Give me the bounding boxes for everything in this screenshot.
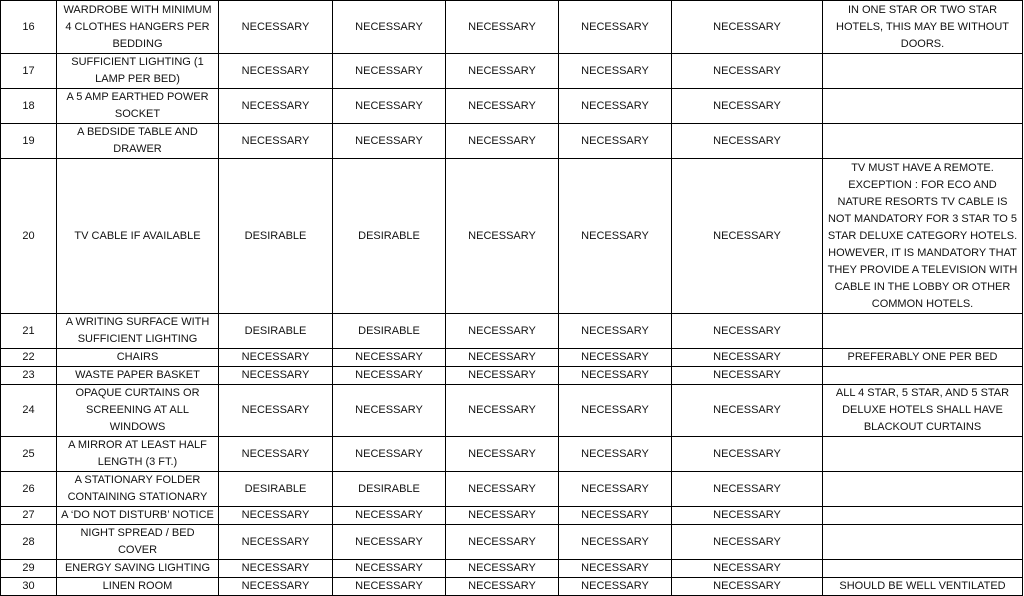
remarks-cell xyxy=(823,472,1023,507)
requirement-cell: NECESSARY xyxy=(446,314,559,349)
requirement-cell: NECESSARY xyxy=(446,507,559,525)
requirement-cell: NECESSARY xyxy=(446,525,559,560)
requirement-cell: NECESSARY xyxy=(446,54,559,89)
row-number-cell: 16 xyxy=(1,1,57,54)
remarks-cell: ALL 4 STAR, 5 STAR, AND 5 STAR DELUXE HOTELS SHALL HAVE BLACKOUT CURTAINS xyxy=(823,385,1023,437)
requirement-cell: NECESSARY xyxy=(333,525,446,560)
requirement-cell: DESIRABLE xyxy=(333,159,446,314)
requirement-cell: DESIRABLE xyxy=(219,314,333,349)
row-number-cell: 27 xyxy=(1,507,57,525)
requirement-cell: NECESSARY xyxy=(333,507,446,525)
requirement-cell: DESIRABLE xyxy=(333,314,446,349)
requirement-cell: NECESSARY xyxy=(559,124,672,159)
remarks-cell xyxy=(823,314,1023,349)
requirement-cell: DESIRABLE xyxy=(219,472,333,507)
requirement-cell: NECESSARY xyxy=(219,89,333,124)
item-cell: OPAQUE CURTAINS OR SCREENING AT ALL WINDOWS xyxy=(57,385,219,437)
item-cell: WASTE PAPER BASKET xyxy=(57,367,219,385)
requirement-cell: NECESSARY xyxy=(672,367,823,385)
item-cell: CHAIRS xyxy=(57,349,219,367)
requirement-cell: NECESSARY xyxy=(446,385,559,437)
requirement-cell: NECESSARY xyxy=(333,578,446,596)
table-row xyxy=(1,1,1023,54)
requirement-cell: NECESSARY xyxy=(672,159,823,314)
requirement-cell: NECESSARY xyxy=(333,124,446,159)
requirement-cell: NECESSARY xyxy=(333,54,446,89)
row-number-cell: 26 xyxy=(1,472,57,507)
requirement-cell: NECESSARY xyxy=(446,89,559,124)
requirement-cell: NECESSARY xyxy=(219,437,333,472)
requirement-cell: NECESSARY xyxy=(219,578,333,596)
requirement-cell: NECESSARY xyxy=(559,507,672,525)
requirement-cell: NECESSARY xyxy=(219,1,333,54)
table-row xyxy=(1,472,1023,507)
row-number-cell: 17 xyxy=(1,54,57,89)
requirement-cell: NECESSARY xyxy=(672,560,823,578)
requirement-cell: NECESSARY xyxy=(672,89,823,124)
requirement-cell: NECESSARY xyxy=(559,314,672,349)
row-number-cell: 28 xyxy=(1,525,57,560)
requirement-cell: NECESSARY xyxy=(333,385,446,437)
requirement-cell: NECESSARY xyxy=(219,54,333,89)
item-cell: A 5 AMP EARTHED POWER SOCKET xyxy=(57,89,219,124)
requirement-cell: NECESSARY xyxy=(219,367,333,385)
remarks-cell: TV MUST HAVE A REMOTE. EXCEPTION : FOR ECO AND NATURE RESORTS TV CABLE IS NOT MANDATORY FOR 3 STAR TO 5 STAR DELUXE CATEGORY HOTELS. HOWEVER, IT IS MANDATORY THAT THEY PROVIDE A TELEVISION WITH CABLE IN THE LOBBY OR OTHER COMMON HOTELS. xyxy=(823,159,1023,314)
requirement-cell: NECESSARY xyxy=(333,367,446,385)
row-number-cell: 23 xyxy=(1,367,57,385)
remarks-cell: PREFERABLY ONE PER BED xyxy=(823,349,1023,367)
table-row xyxy=(1,560,1023,578)
requirement-cell: NECESSARY xyxy=(672,1,823,54)
requirement-cell: NECESSARY xyxy=(219,349,333,367)
table-row xyxy=(1,159,1023,314)
requirement-cell: NECESSARY xyxy=(333,437,446,472)
requirement-cell: NECESSARY xyxy=(446,578,559,596)
requirement-cell: NECESSARY xyxy=(672,525,823,560)
row-number-cell: 19 xyxy=(1,124,57,159)
remarks-cell xyxy=(823,525,1023,560)
requirement-cell: NECESSARY xyxy=(446,159,559,314)
requirement-cell: NECESSARY xyxy=(333,89,446,124)
requirement-cell: NECESSARY xyxy=(446,124,559,159)
table-row xyxy=(1,349,1023,367)
requirement-cell: NECESSARY xyxy=(672,314,823,349)
item-cell: A BEDSIDE TABLE AND DRAWER xyxy=(57,124,219,159)
requirement-cell: NECESSARY xyxy=(446,349,559,367)
remarks-cell xyxy=(823,367,1023,385)
requirement-cell: NECESSARY xyxy=(559,159,672,314)
item-cell: A ‘DO NOT DISTURB’ NOTICE xyxy=(57,507,219,525)
remarks-cell xyxy=(823,89,1023,124)
remarks-cell xyxy=(823,560,1023,578)
requirement-cell: NECESSARY xyxy=(559,1,672,54)
requirement-cell: NECESSARY xyxy=(446,560,559,578)
requirement-cell: NECESSARY xyxy=(559,367,672,385)
item-cell: SUFFICIENT LIGHTING (1 LAMP PER BED) xyxy=(57,54,219,89)
requirement-cell: NECESSARY xyxy=(672,54,823,89)
requirement-cell: NECESSARY xyxy=(559,89,672,124)
table-row xyxy=(1,89,1023,124)
item-cell: WARDROBE WITH MINIMUM 4 CLOTHES HANGERS PER BEDDING xyxy=(57,1,219,54)
item-cell: NIGHT SPREAD / BED COVER xyxy=(57,525,219,560)
requirement-cell: NECESSARY xyxy=(559,385,672,437)
item-cell: A WRITING SURFACE WITH SUFFICIENT LIGHTING xyxy=(57,314,219,349)
item-cell: LINEN ROOM xyxy=(57,578,219,596)
row-number-cell: 18 xyxy=(1,89,57,124)
requirement-cell: NECESSARY xyxy=(446,367,559,385)
requirement-cell: NECESSARY xyxy=(333,349,446,367)
item-cell: TV CABLE IF AVAILABLE xyxy=(57,159,219,314)
requirement-cell: NECESSARY xyxy=(672,578,823,596)
requirement-cell: NECESSARY xyxy=(446,437,559,472)
table-row xyxy=(1,525,1023,560)
row-number-cell: 21 xyxy=(1,314,57,349)
requirement-cell: NECESSARY xyxy=(219,124,333,159)
requirement-cell: NECESSARY xyxy=(559,525,672,560)
requirement-cell: NECESSARY xyxy=(219,560,333,578)
requirement-cell: NECESSARY xyxy=(219,507,333,525)
table-row xyxy=(1,367,1023,385)
requirement-cell: NECESSARY xyxy=(559,54,672,89)
row-number-cell: 29 xyxy=(1,560,57,578)
requirement-cell: NECESSARY xyxy=(672,124,823,159)
table-row xyxy=(1,578,1023,596)
remarks-cell xyxy=(823,507,1023,525)
table-row xyxy=(1,385,1023,437)
row-number-cell: 22 xyxy=(1,349,57,367)
requirement-cell: NECESSARY xyxy=(446,1,559,54)
item-cell: ENERGY SAVING LIGHTING xyxy=(57,560,219,578)
table-row xyxy=(1,314,1023,349)
requirement-cell: NECESSARY xyxy=(333,1,446,54)
row-number-cell: 30 xyxy=(1,578,57,596)
item-cell: A MIRROR AT LEAST HALF LENGTH (3 FT.) xyxy=(57,437,219,472)
remarks-cell xyxy=(823,437,1023,472)
remarks-cell: SHOULD BE WELL VENTILATED xyxy=(823,578,1023,596)
requirement-cell: NECESSARY xyxy=(559,560,672,578)
requirement-cell: NECESSARY xyxy=(672,507,823,525)
requirement-cell: NECESSARY xyxy=(672,349,823,367)
requirement-cell: NECESSARY xyxy=(559,578,672,596)
requirement-cell: NECESSARY xyxy=(446,472,559,507)
table-row xyxy=(1,124,1023,159)
requirement-cell: NECESSARY xyxy=(672,385,823,437)
remarks-cell xyxy=(823,124,1023,159)
row-number-cell: 24 xyxy=(1,385,57,437)
requirement-cell: NECESSARY xyxy=(559,472,672,507)
requirement-cell: NECESSARY xyxy=(559,437,672,472)
table-row xyxy=(1,437,1023,472)
item-cell: A STATIONARY FOLDER CONTAINING STATIONARY xyxy=(57,472,219,507)
requirement-cell: NECESSARY xyxy=(333,560,446,578)
table-row xyxy=(1,54,1023,89)
requirement-cell: NECESSARY xyxy=(219,525,333,560)
table-row xyxy=(1,507,1023,525)
requirement-cell: NECESSARY xyxy=(672,437,823,472)
remarks-cell xyxy=(823,54,1023,89)
requirement-cell: NECESSARY xyxy=(559,349,672,367)
row-number-cell: 20 xyxy=(1,159,57,314)
row-number-cell: 25 xyxy=(1,437,57,472)
remarks-cell: IN ONE STAR OR TWO STAR HOTELS, THIS MAY BE WITHOUT DOORS. xyxy=(823,1,1023,54)
requirement-cell: DESIRABLE xyxy=(219,159,333,314)
requirement-cell: NECESSARY xyxy=(672,472,823,507)
table-body xyxy=(1,1,1023,596)
requirement-cell: NECESSARY xyxy=(219,385,333,437)
requirement-cell: DESIRABLE xyxy=(333,472,446,507)
